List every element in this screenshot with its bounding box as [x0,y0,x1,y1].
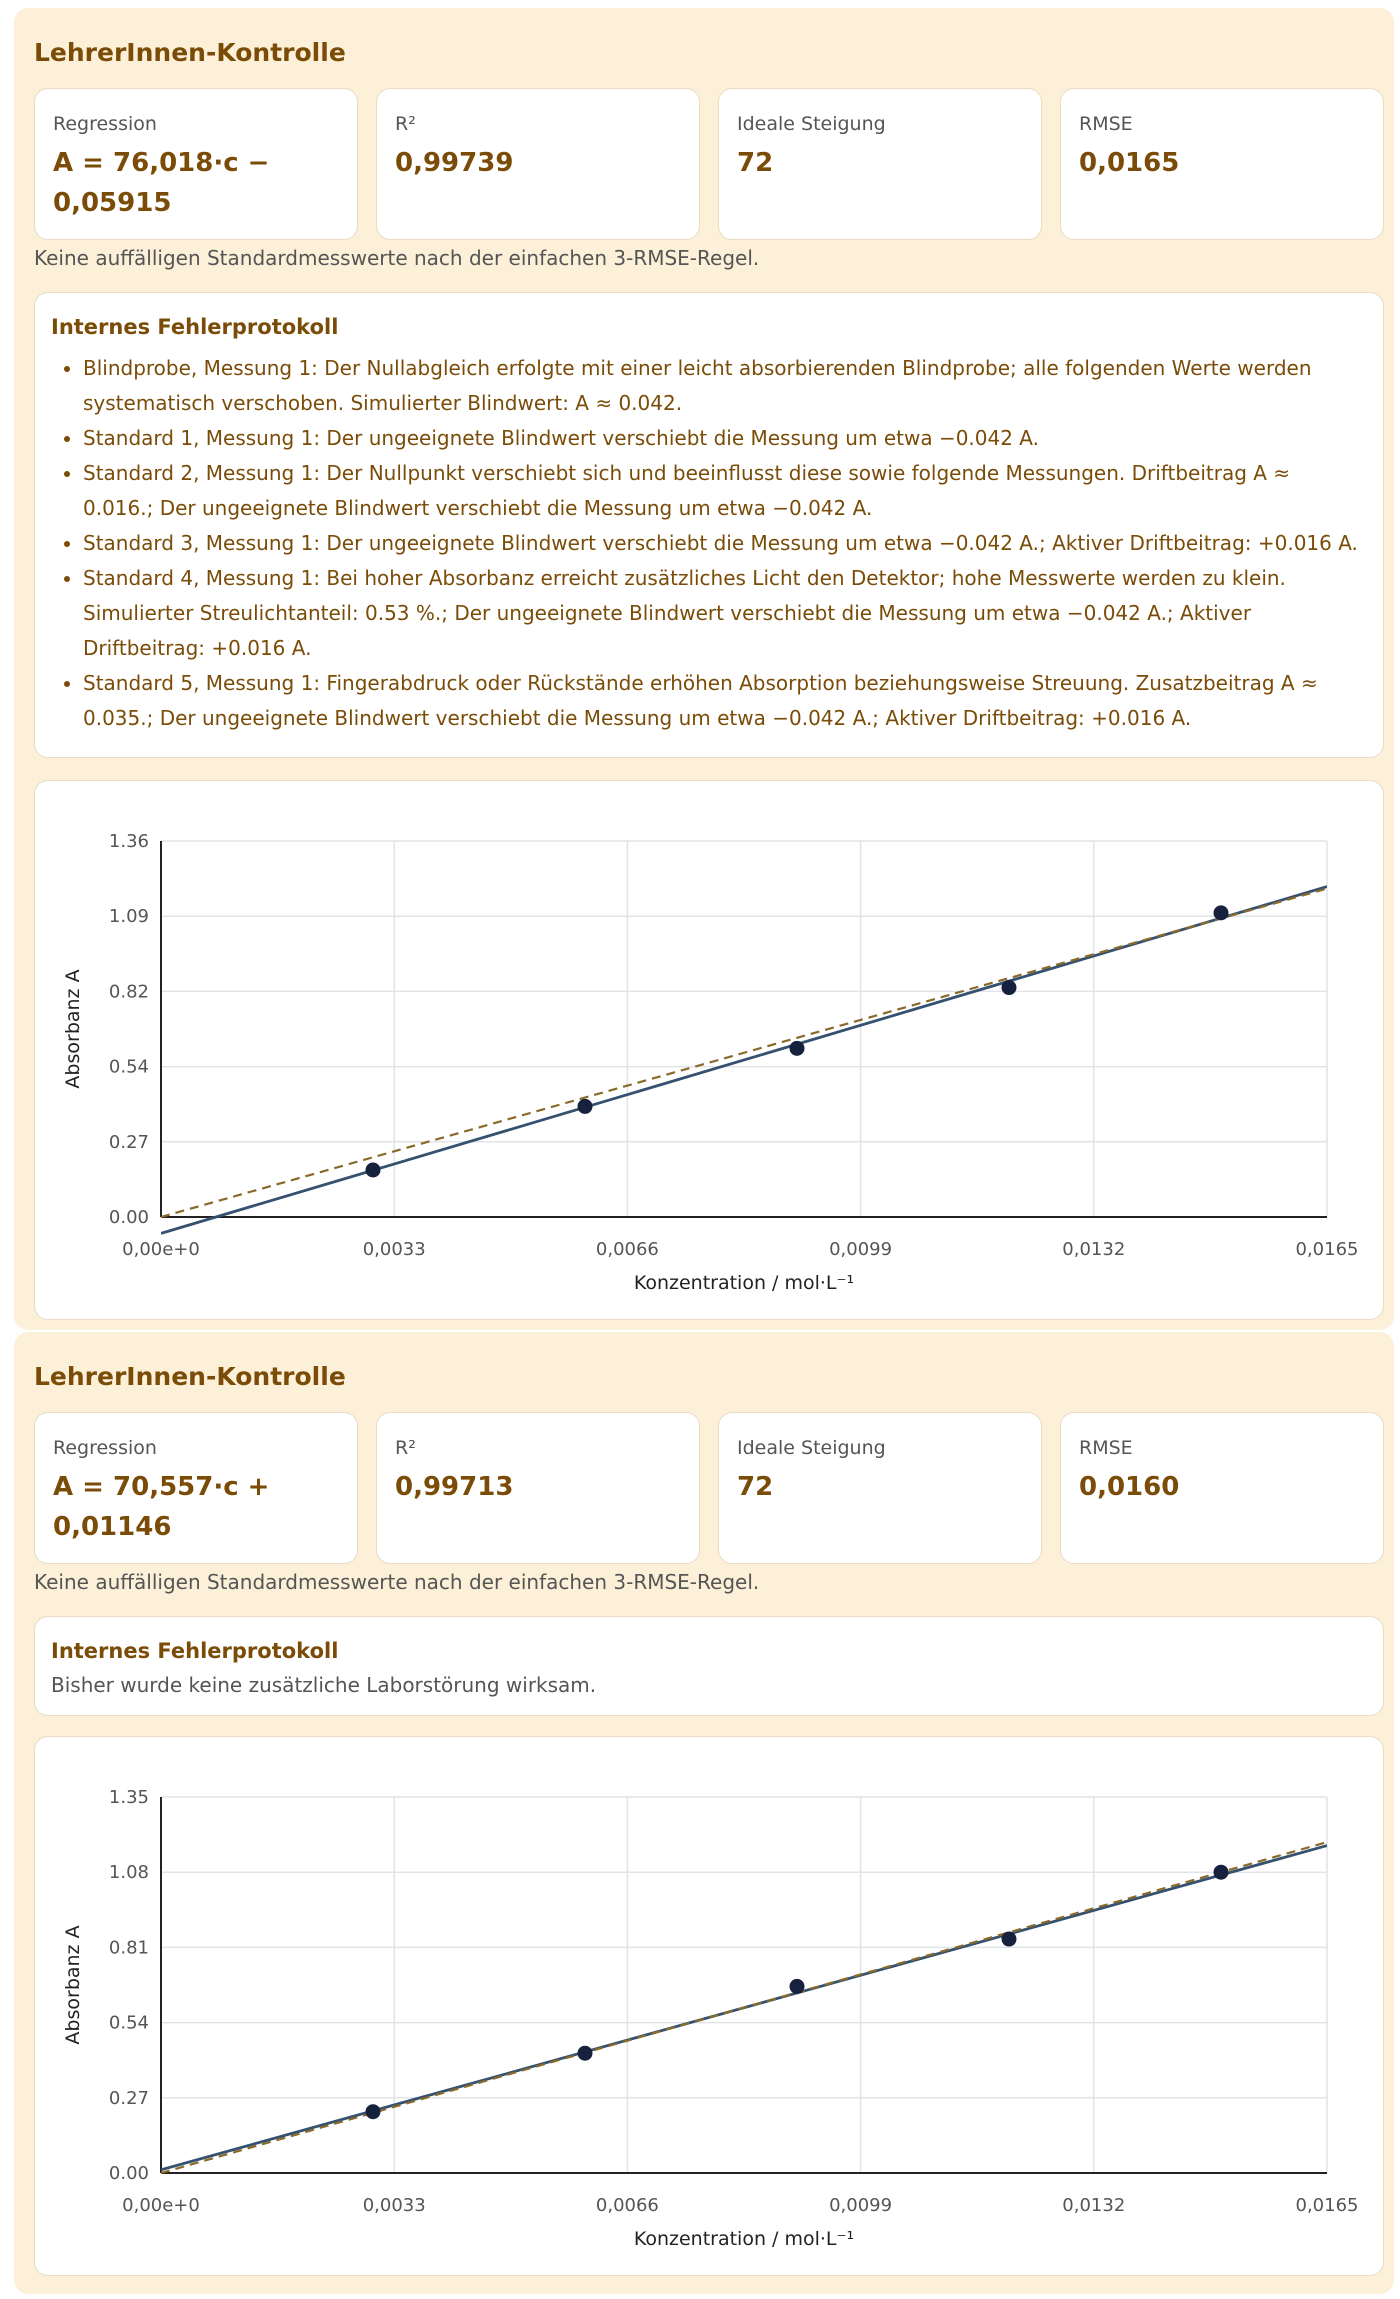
calibration-chart [35,781,1383,1319]
data-point [366,2104,381,2119]
data-point [578,1099,593,1114]
error-log-item: • Standard 4, Messung 1: Bei hoher Absorbanz erreicht zusätzliches Licht den Detektor; hohe Messwerte werden zu klein. Simulierter Streulichtanteil: 0.53 %.; Der ungeeignete Blindwert verschiebt die Messung um etwa −0.042 A.; Aktiver Driftbeitrag: +0.016 A. [83,561,1365,666]
x-tick-label: 0,0066 [595,1239,659,1260]
stat-label: Regression [53,1437,157,1459]
error-log-item: • Standard 5, Messung 1: Fingerabdruck oder Rückstände erhöhen Absorption beziehungsweise Streuung. Zusatzbeitrag A ≈ 0.035.; Der ungeeignete Blindwert verschiebt die Messung um etwa −0.042 A.; Aktiver Driftbeitrag: +0.016 A. [83,666,1365,736]
y-tick-label: 0.00 [108,2163,149,2184]
panel-title: LehrerInnen-Kontrolle [34,1362,346,1391]
x-tick-label: 0,00e+0 [122,2195,200,2216]
calibration-chart [35,1737,1383,2275]
x-tick-label: 0,0033 [362,2195,426,2216]
error-log [34,292,1384,758]
stat-label: Regression [53,113,157,135]
stat-label: Ideale Steigung [737,113,886,135]
x-tick-label: 0,0132 [1062,2195,1126,2216]
data-point [366,1163,381,1178]
y-axis-label: Absorbanz A [62,969,84,1089]
data-point [1214,905,1229,920]
error-log-item: • Blindprobe, Messung 1: Der Nullabgleich erfolgte mit einer leicht absorbierenden Blindprobe; alle folgenden Werte werden systematisch verschoben. Simulierter Blindwert: A ≈ 0.042. [83,351,1365,421]
y-tick-label: 0.27 [108,1131,149,1153]
stat-card-rmse [1060,88,1384,240]
regression-line [161,887,1327,1234]
outlier-note: Keine auffälligen Standardmesswerte nach der einfachen 3-RMSE-Regel. [34,246,760,270]
outlier-note: Keine auffälligen Standardmesswerte nach der einfachen 3-RMSE-Regel. [34,1570,760,1594]
error-log-empty-text: Bisher wurde keine zusätzliche Laborstörung wirksam. [51,1673,597,1697]
y-tick-label: 1.35 [108,1787,149,1808]
error-log-item: • Standard 2, Messung 1: Der Nullpunkt verschiebt sich und beeinflusst diese sowie folgende Messungen. Driftbeitrag A ≈ 0.016.; Der ungeeignete Blindwert verschiebt die Messung um etwa −0.042 A. [83,456,1365,526]
stat-value: A = 70,557·c + 0,01146 [53,1472,270,1542]
data-point [1002,1932,1017,1947]
y-tick-label: 0.27 [108,2087,149,2109]
x-tick-label: 0,0066 [595,2195,659,2216]
data-point [1214,1865,1229,1880]
x-axis-label: Konzentration / mol·L⁻¹ [633,2228,855,2250]
x-tick-label: 0,0165 [1295,1239,1359,1260]
data-point [790,1041,805,1056]
error-log-list [51,351,1365,736]
stat-card-r2 [376,1412,700,1564]
stat-label: RMSE [1079,113,1133,135]
error-log-item: • Standard 3, Messung 1: Der ungeeignete Blindwert verschiebt die Messung um etwa −0.042 A.; Aktiver Driftbeitrag: +0.016 A. [83,526,1365,561]
y-tick-label: 0.54 [108,2012,149,2034]
y-tick-label: 0.00 [108,1207,149,1228]
calibration-chart-card [34,1736,1384,2276]
x-tick-label: 0,0033 [362,1239,426,1260]
data-point [790,1979,805,1994]
error-log-title: Internes Fehlerprotokoll [51,1639,339,1663]
stat-card-ideal-slope [718,1412,1042,1564]
error-log [34,1616,1384,1716]
stat-label: RMSE [1079,1437,1133,1459]
stat-value: 0,0160 [1079,1472,1180,1502]
stat-card-regression [34,88,358,240]
stat-card-ideal-slope [718,88,1042,240]
error-log-item: • Standard 1, Messung 1: Der ungeeignete Blindwert verschiebt die Messung um etwa −0.042 A. [83,421,1365,456]
data-point [1002,980,1017,995]
y-tick-label: 0.82 [108,981,149,1003]
stat-value: 72 [737,148,774,178]
y-axis-label: Absorbanz A [62,1925,84,2045]
stat-value: 0,99713 [395,1472,514,1502]
y-tick-label: 1.08 [108,1862,149,1884]
x-tick-label: 0,0099 [829,2195,893,2216]
x-tick-label: 0,0165 [1295,2195,1359,2216]
stat-card-r2 [376,88,700,240]
panel-title: LehrerInnen-Kontrolle [34,38,346,67]
y-tick-label: 0.81 [108,1937,149,1959]
y-tick-label: 0.54 [108,1056,149,1078]
y-tick-label: 1.09 [108,906,149,928]
stat-label: R² [395,113,416,135]
stat-label: Ideale Steigung [737,1437,886,1459]
stat-value: 72 [737,1472,774,1502]
y-tick-label: 1.36 [108,831,149,852]
stat-label: R² [395,1437,416,1459]
stat-value: A = 76,018·c − 0,05915 [53,148,270,218]
error-log-title: Internes Fehlerprotokoll [51,315,339,339]
calibration-chart-card [34,780,1384,1320]
teacher-control-panel [14,1332,1394,2294]
x-tick-label: 0,0099 [829,1239,893,1260]
x-tick-label: 0,0132 [1062,1239,1126,1260]
x-tick-label: 0,00e+0 [122,1239,200,1260]
stat-value: 0,0165 [1079,148,1180,178]
stat-card-regression [34,1412,358,1564]
ideal-line [161,1842,1327,2173]
data-point [578,2046,593,2061]
stat-value: 0,99739 [395,148,514,178]
teacher-control-panel [14,8,1394,1330]
x-axis-label: Konzentration / mol·L⁻¹ [633,1272,855,1294]
stat-card-rmse [1060,1412,1384,1564]
